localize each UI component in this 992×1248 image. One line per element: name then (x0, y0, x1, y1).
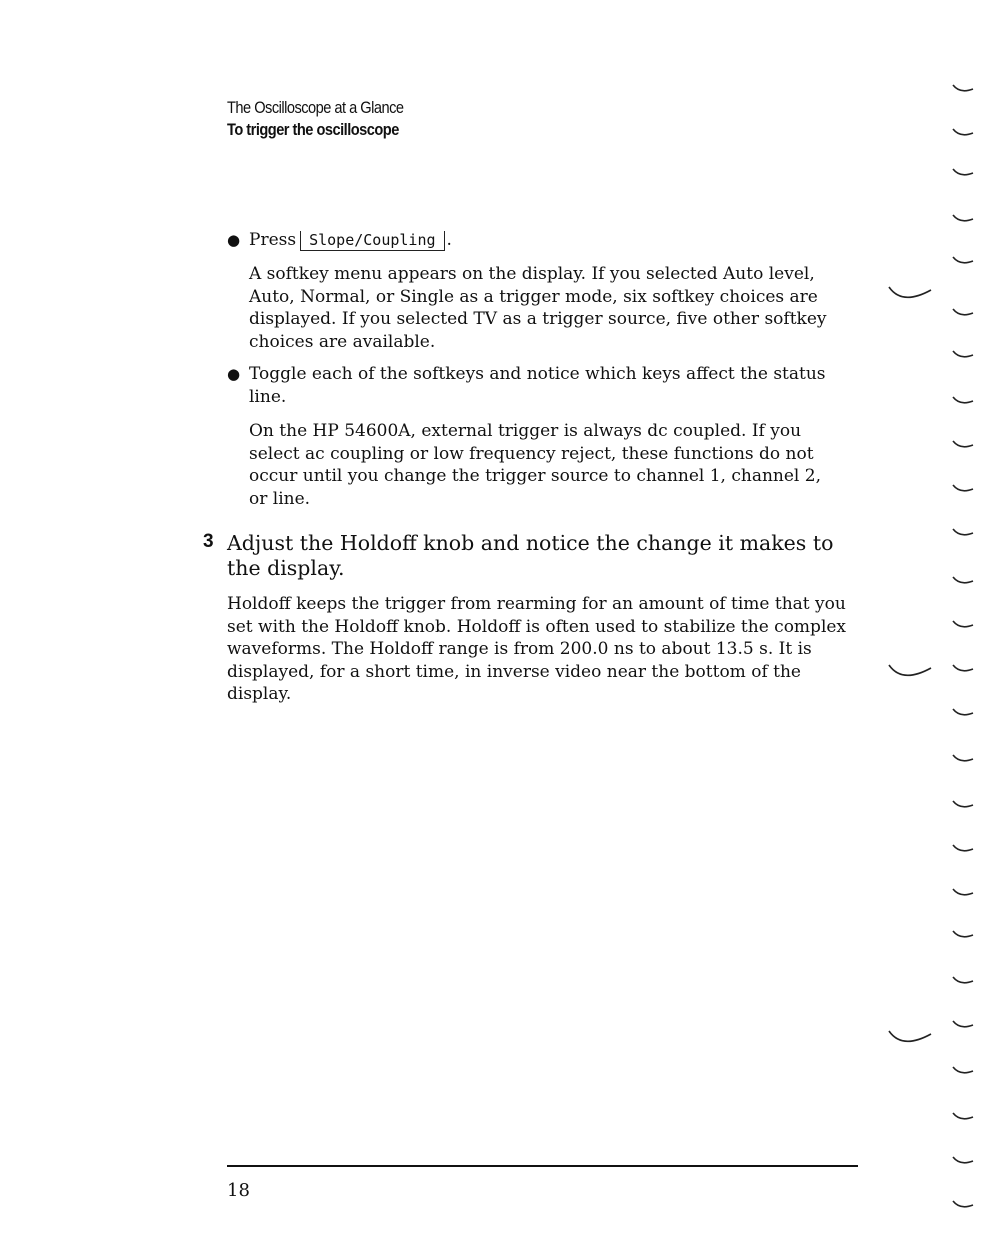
bullet-icon: ● (227, 365, 241, 383)
binding-mark-icon (952, 800, 974, 810)
binding-mark-icon (888, 286, 932, 304)
binding-mark-icon (952, 1112, 974, 1122)
page-number: 18 (227, 1180, 250, 1201)
binding-mark-icon (952, 1200, 974, 1210)
press-label: Press (249, 230, 297, 250)
binding-mark-icon (888, 664, 932, 682)
chapter-title: The Oscilloscope at a Glance (227, 98, 404, 117)
section-title: To trigger the oscilloscope (227, 120, 399, 139)
softkey-menu-paragraph: A softkey menu appears on the display. If you selected Auto level, Auto, Normal, or Single as a trigger mode, six softkey choices are displayed. If you selected TV as a trigger source, five other softkey choices are available. (249, 264, 827, 352)
binding-mark-icon (952, 888, 974, 898)
slope-coupling-key: Slope/Coupling (300, 231, 444, 251)
binding-mark-icon (888, 1030, 932, 1048)
binding-mark-icon (952, 396, 974, 406)
binding-mark-icon (952, 484, 974, 494)
external-trigger-paragraph: On the HP 54600A, external trigger is always dc coupled. If you select ac coupling or low frequency reject, these functions do not occur until you change the trigger source to channel 1, channel 2, or line. (249, 421, 821, 509)
step-number: 3 (203, 531, 214, 552)
holdoff-paragraph: Holdoff keeps the trigger from rearming for an amount of time that you set with the Holdoff knob. Holdoff is often used to stabilize the complex waveforms. The Holdoff range is from 200.0 ns to about 13.5 s. It is displayed, for a short time, in inverse video near the bottom of the display. (227, 594, 847, 704)
binding-mark-icon (952, 256, 974, 266)
binding-mark-icon (952, 440, 974, 450)
binding-mark-icon (952, 168, 974, 178)
binding-mark-icon (952, 664, 974, 674)
binding-mark-icon (952, 976, 974, 986)
binding-mark-icon (952, 930, 974, 940)
binding-mark-icon (952, 844, 974, 854)
binding-mark-icon (952, 708, 974, 718)
binding-mark-icon (952, 350, 974, 360)
binding-mark-icon (952, 1066, 974, 1076)
running-head (227, 98, 432, 140)
binding-mark-icon (952, 84, 974, 94)
binding-mark-icon (952, 214, 974, 224)
binding-mark-icon (952, 620, 974, 630)
binding-mark-icon (952, 576, 974, 586)
footer-rule (227, 1165, 858, 1167)
toggle-text: Toggle each of the softkeys and notice which keys affect the status line. (249, 364, 826, 407)
binding-mark-icon (952, 754, 974, 764)
binding-mark-icon (952, 1156, 974, 1166)
press-suffix: . (446, 230, 452, 250)
binding-mark-icon (952, 528, 974, 538)
bullet-icon: ● (227, 231, 241, 249)
binding-mark-icon (952, 128, 974, 138)
step-heading: Adjust the Holdoff knob and notice the change it makes to the display. (227, 531, 834, 580)
binding-mark-icon (952, 1020, 974, 1030)
binding-mark-icon (952, 308, 974, 318)
